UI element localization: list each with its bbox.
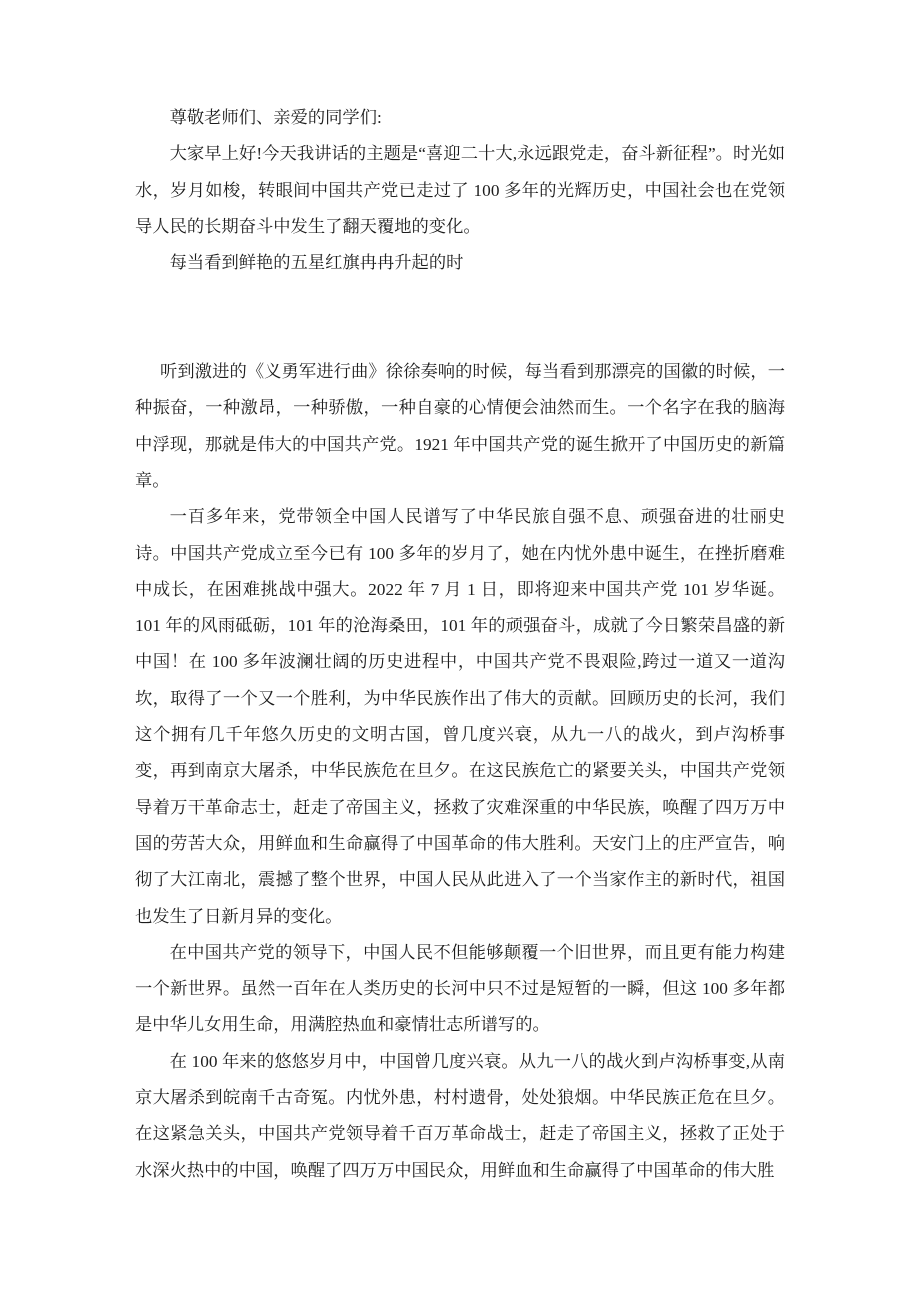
speech-body (135, 100, 785, 1189)
paragraph-new-world: 在中国共产党的领导下，中国人民不但能够颠覆一个旧世界，而且更有能力构建一个新世界。虽然一百年在人类历史的长河中只不过是短暂的一瞬，但这 100 多年都是中华儿女用生命，用满腔热血和豪情壮志所谱写的。 (135, 942, 785, 1035)
paragraph-anthem-emblem: 听到激进的《义勇军进行曲》徐徐奏响的时候，每当看到那漂亮的国徽的时候，一种振奋，一种激昂，一种骄傲，一种自豪的心情便会油然而生。一个名字在我的脑海中浮现，那就是伟大的中国共产党。1921 年中国共产党的诞生掀开了中国历史的新篇章。 (135, 362, 785, 490)
paragraph-opening: 大家早上好!今天我讲话的主题是“喜迎二十大,永远跟党走，奋斗新征程”。时光如水，岁月如梭，转眼间中国共产党已走过了 100 多年的光辉历史，中国社会也在党领导人民的长期奋斗中发生了翻天覆地的变化。 (135, 144, 785, 236)
paragraph-salutation: 尊敬老师们、亲爱的同学们: (169, 108, 382, 127)
paragraph-century-history: 一百多年来，党带领全中国人民谱写了中华民旅自强不息、顽强奋进的壮丽史诗。中国共产党成立至今已有 100 多年的岁月了，她在内忧外患中诞生，在挫折磨难中成长，在困难挑战中强大。2022 年 7 月 1 日，即将迎来中国共产党 101 岁华诞。101 年的风雨砥砺，101 年的沧海桑田，101 年的顽强奋斗，成就了今日繁荣昌盛的新中国！在 100 多年波澜壮阔的历史进程中，中国共产党不畏艰险,跨过一道又一道沟坎，取得了一个又一个胜利，为中华民族作出了伟大的贡献。回顾历史的长河，我们这个拥有几千年悠久历史的文明古国，曾几度兴衰，从九一八的战火，到卢沟桥事变，再到南京大屠杀，中华民族危在旦夕。在这民族危亡的紧要关头，中国共产党领导着万干革命志士，赶走了帝国主义，拯救了灾难深重的中华民族，唤醒了四万万中国的劳苦大众，用鲜血和生命赢得了中国革命的伟大胜利。天安门上的庄严宣告，响彻了大江南北，震撼了整个世界，中国人民从此进入了一个当家作主的新时代，祖国也发生了日新月异的变化。 (135, 507, 785, 926)
paragraph-hundred-years: 在 100 年来的悠悠岁月中，中国曾几度兴衰。从九一八的战火到卢沟桥事变,从南京大屠杀到皖南千古奇冤。内忧外患，村村遗骨，处处狼烟。中华民族正危在旦夕。在这紧急关头，中国共产党领导着千百万革命战士，赶走了帝国主义，拯救了正处于水深火热中的中国，唤醒了四万万中国民众，用鲜血和生命赢得了中国革命的伟大胜 (135, 1051, 785, 1180)
blank-gap (135, 281, 785, 354)
paragraph-flag-raising: 每当看到鲜艳的五星红旗冉冉升起的时 (169, 253, 464, 273)
